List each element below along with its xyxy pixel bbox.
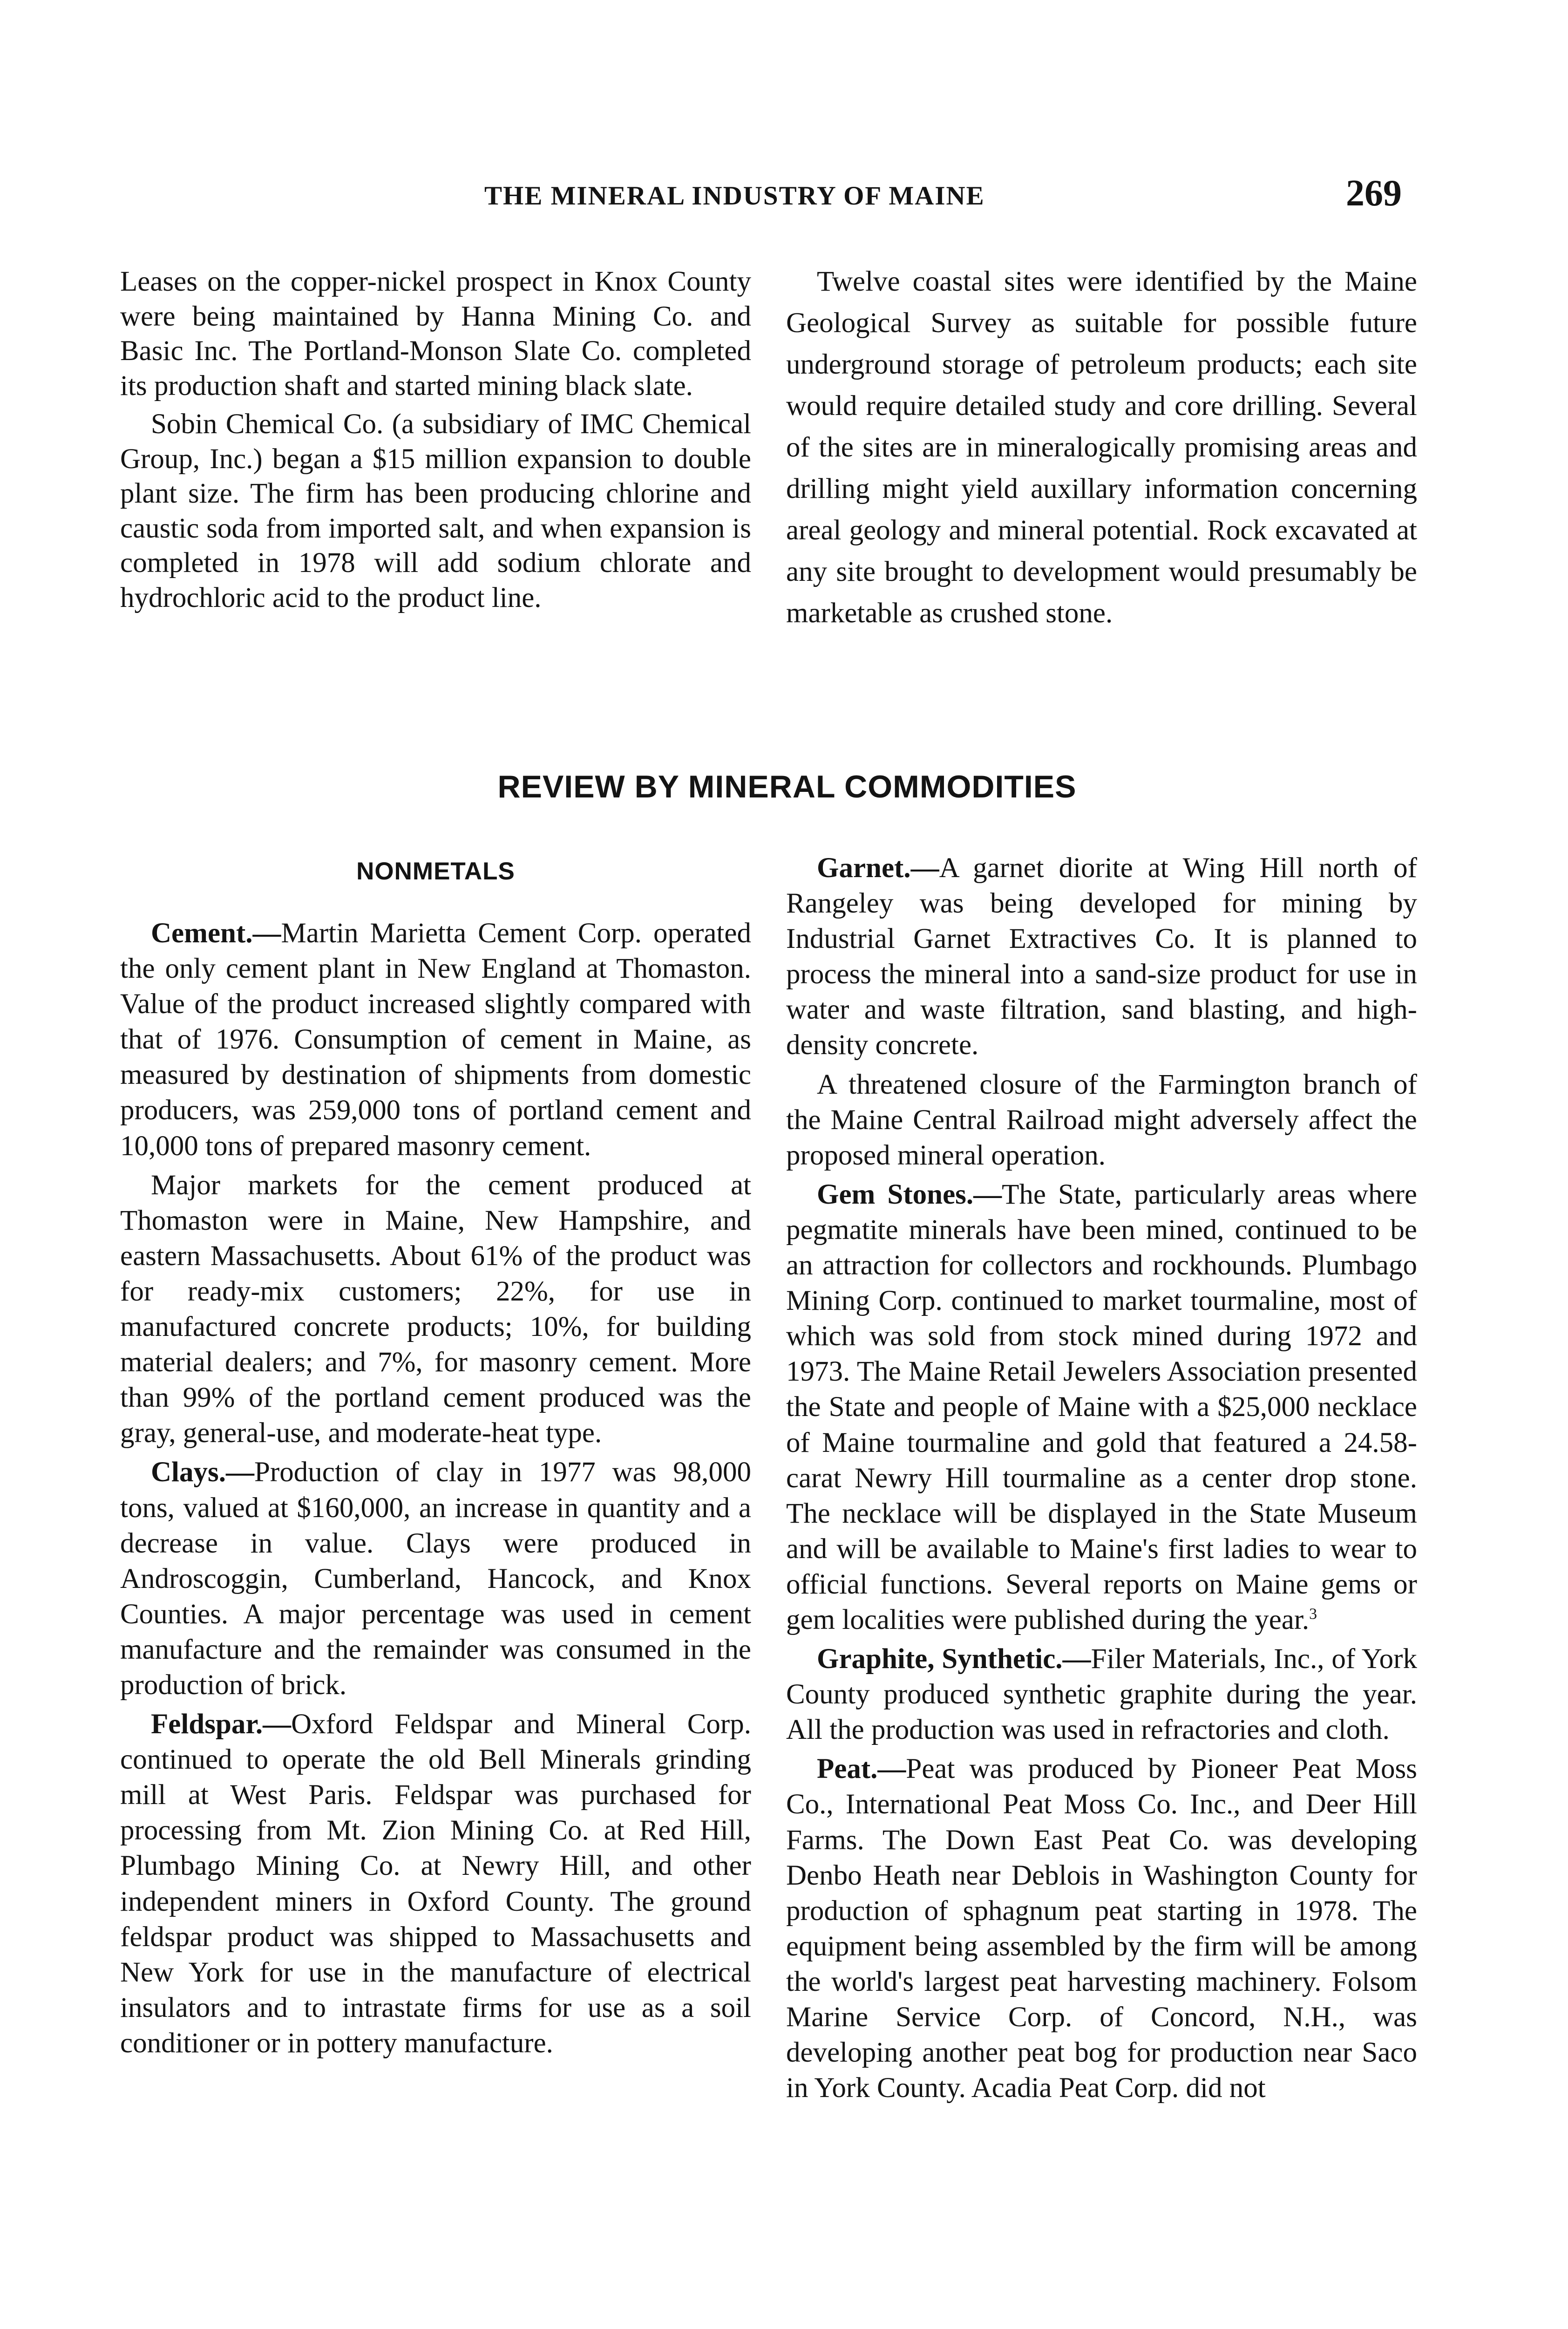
run-in-heading: Feldspar.— xyxy=(151,1709,292,1740)
run-in-heading: Gem Stones.— xyxy=(817,1178,1002,1210)
paragraph-feldspar xyxy=(120,1707,751,2061)
top-right-column xyxy=(786,261,1417,634)
page-number: 269 xyxy=(1346,173,1402,214)
paragraph-graphite xyxy=(786,1641,1417,1748)
subsection-heading: NONMETALS xyxy=(356,858,515,885)
paragraph-peat xyxy=(786,1751,1417,2106)
paragraph-text: Martin Marietta Cement Corp. operated the only cement plant in New England at Thomaston. Value of the product increased slightly compared with that of 1976. Consumption of cement in Maine, as measured by destination of shipments from domestic producers, was 259,000 tons of portland cement and 10,000 tons of prepared masonry cement. xyxy=(120,918,751,1162)
run-in-heading: Peat.— xyxy=(817,1753,906,1785)
paragraph-text: Production of clay in 1977 was 98,000 tons, valued at $160,000, an increase in quantity and a decrease in value. Clays were produced in Androscoggin, Cumberland, Hancock, and Knox Counties. A major percentage was used in cement manufacture and the remainder was consumed in the production of brick. xyxy=(120,1457,751,1701)
top-left-column xyxy=(120,265,751,615)
paragraph-text: Filer Materials, Inc., of York County produced synthetic graphite during the year. All the production was used in refractories and cloth. xyxy=(786,1643,1417,1746)
run-in-heading: Cement.— xyxy=(151,918,281,949)
section-heading: REVIEW BY MINERAL COMMODITIES xyxy=(497,769,1077,804)
run-in-heading: Graphite, Synthetic.— xyxy=(817,1643,1091,1675)
paragraph: A threatened closure of the Farmington branch of the Maine Central Railroad might adversely affect the proposed mineral operation. xyxy=(786,1069,1417,1171)
paragraph-garnet xyxy=(786,851,1417,1063)
footnote-marker: 3 xyxy=(1309,1605,1317,1623)
run-in-heading: Clays.— xyxy=(151,1457,254,1488)
running-header: THE MINERAL INDUSTRY OF MAINE xyxy=(484,181,985,211)
paragraph-cement xyxy=(120,916,751,1164)
paragraph-clays xyxy=(120,1455,751,1703)
paragraph-text: A garnet diorite at Wing Hill north of Rangeley was being developed for mining by Industrial Garnet Extractives Co. It is planned to process the mineral into a sand-size product for use in water and waste filtration, sand blasting, and high-density concrete. xyxy=(786,852,1417,1061)
paragraph-text: The State, particularly areas where pegmatite minerals have been mined, continued to be an attraction for collectors and rockhounds. Plumbago Mining Corp. continued to market tourmaline, most of which was sold from stock mined during 1972 and 1973. The Maine Retail Jewelers Association presented the State and people of Maine with a $25,000 necklace of Maine tourmaline and gold that featured a 24.58-carat Newry Hill tourmaline as a center drop stone. The necklace will be displayed in the State Museum and will be available to Maine's first ladies to wear to official functions. Several reports on Maine gems or gem localities were published during the year. xyxy=(786,1178,1417,1635)
paragraph: Twelve coastal sites were identified by the Maine Geological Survey as suitable for possible future underground storage of petroleum products; each site would require detailed study and core drilling. Several of the sites are in mineralogically promising areas and drilling might yield auxillary information concerning areal geology and mineral potential. Rock excavated at any site brought to development would presumably be marketable as crushed stone. xyxy=(786,266,1417,629)
paragraph: Sobin Chemical Co. (a subsidiary of IMC Chemical Group, Inc.) began a $15 million expansion to double plant size. The firm has been producing chlorine and caustic soda from imported salt, and when expansion is completed in 1978 will add sodium chlorate and hydrochloric acid to the product line. xyxy=(120,409,751,613)
right-column xyxy=(786,851,1417,2106)
left-column xyxy=(120,855,751,2061)
paragraph-gem-stones xyxy=(786,1177,1417,1638)
run-in-heading: Garnet.— xyxy=(817,852,939,884)
paragraph: Leases on the copper-nickel prospect in Knox County were being maintained by Hanna Mining Co. and Basic Inc. The Portland-Monson Slate Co. completed its production shaft and started mining black slate. xyxy=(120,266,751,402)
paragraph-text: Peat was produced by Pioneer Peat Moss Co., International Peat Moss Co. Inc., and Deer Hill Farms. The Down East Peat Co. was developing Denbo Heath near Deblois in Washington County for production of sphagnum peat starting in 1978. The equipment being assembled by the firm will be among the world's largest peat harvesting machinery. Folsom Marine Service Corp. of Concord, N.H., was developing another peat bog for production near Saco in York County. Acadia Peat Corp. did not xyxy=(786,1753,1417,2104)
paragraph-text: Oxford Feldspar and Mineral Corp. continued to operate the old Bell Minerals grinding mill at West Paris. Feldspar was purchased for processing from Mt. Zion Mining Co. at Red Hill, Plumbago Mining Co. at Newry Hill, and other independent miners in Oxford County. The ground feldspar product was shipped to Massachusetts and New York for use in the manufacture of electrical insulators and to intrastate firms for use as a soil conditioner or in pottery manufacture. xyxy=(120,1709,751,2059)
paragraph: Major markets for the cement produced at Thomaston were in Maine, New Hampshire, and eastern Massachusetts. About 61% of the product was for ready-mix customers; 22%, for use in manufactured concrete products; 10%, for building material dealers; and 7%, for masonry cement. More than 99% of the portland cement produced was the gray, general-use, and moderate-heat type. xyxy=(120,1169,751,1449)
